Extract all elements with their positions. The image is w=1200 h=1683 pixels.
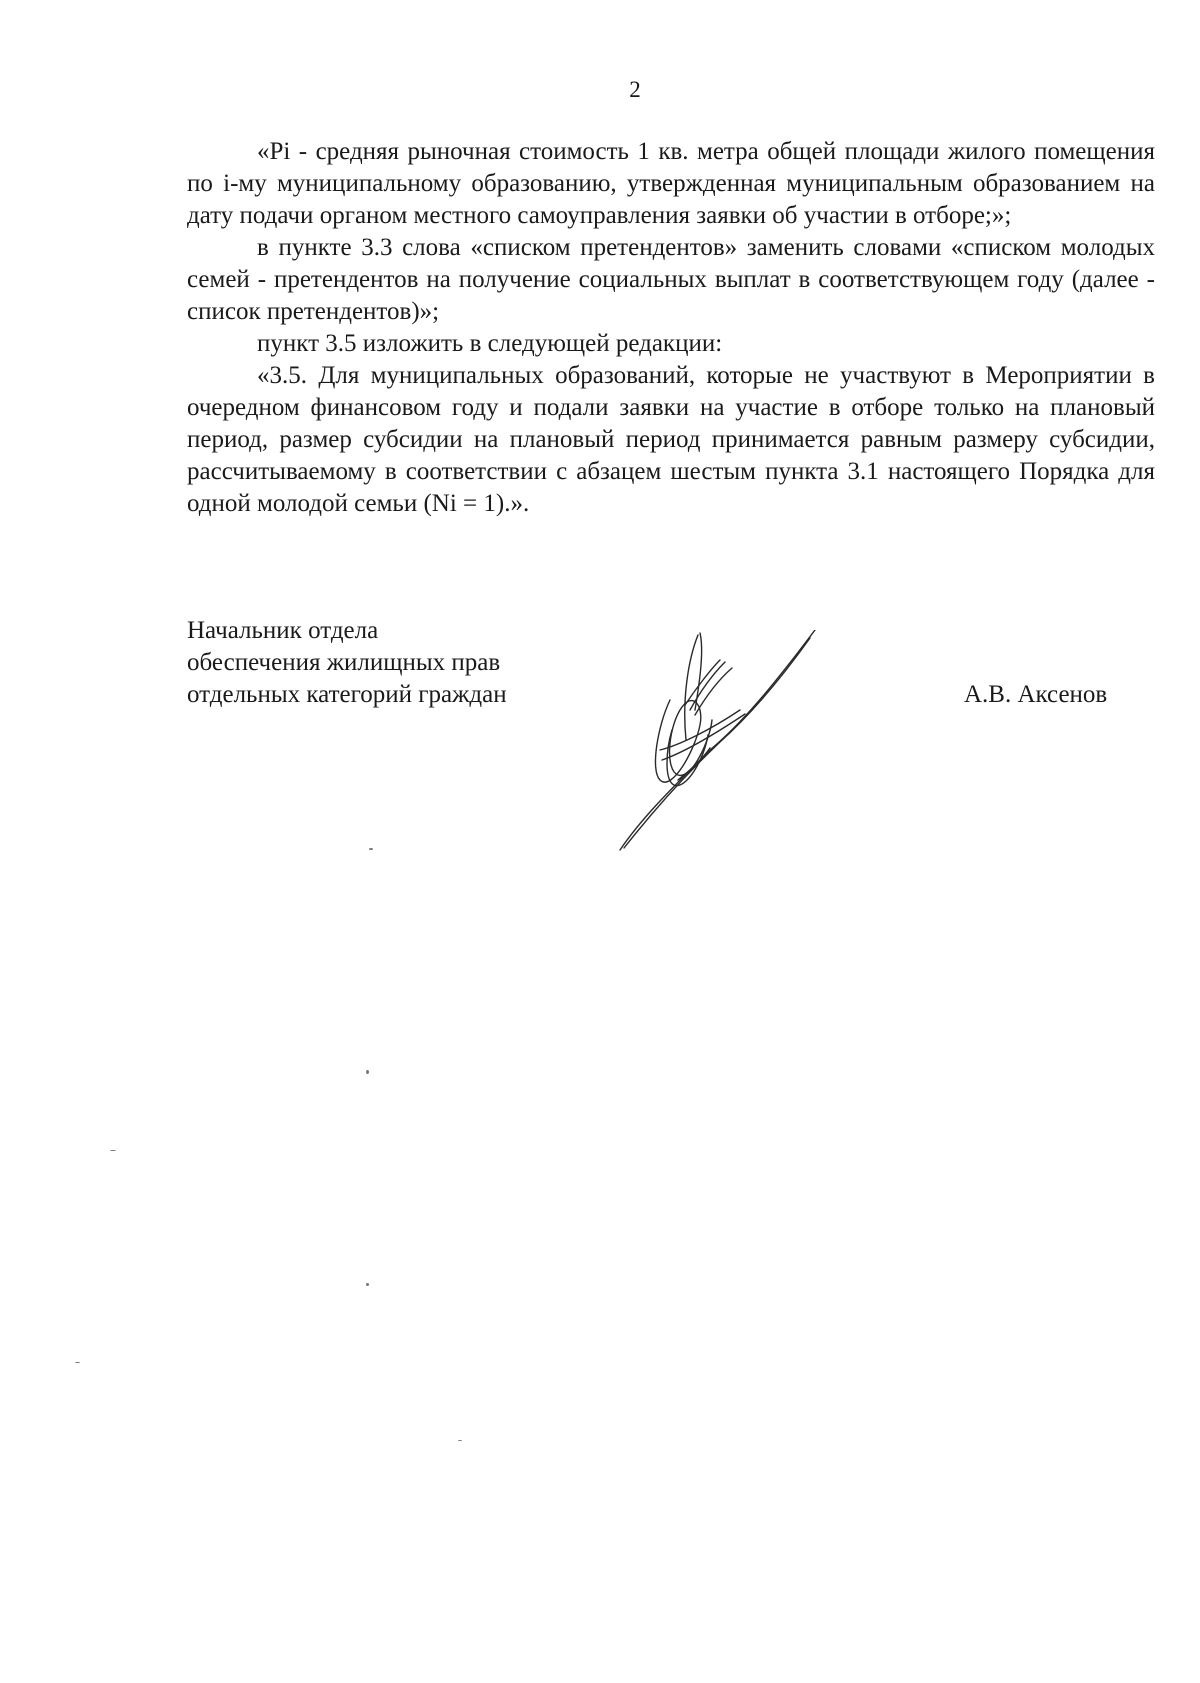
signer-position-line-1: Начальник отдела	[187, 617, 379, 644]
signer-position-line-2: обеспечения жилищных прав	[187, 649, 501, 676]
handwritten-signature-icon	[600, 630, 840, 860]
paragraph-point-3-5-text: «3.5. Для муниципальных образований, которые не участвуют в Мероприятии в очередном финансовом году и подали заявки на участие в отборе только на плановый период, размер субсидии на плановый период принимается равным размеру субсидии, рассчитываемому в соответствии с абзацем шестым пункта 3.1 настоящего Порядка для одной молодой семьи (Ni = 1).».	[187, 362, 1155, 517]
page-number: 2	[629, 77, 641, 102]
scan-speck	[369, 848, 373, 850]
document-body	[187, 136, 1155, 520]
scan-speck	[110, 1150, 116, 1151]
signer-position	[187, 615, 587, 711]
paragraph-pi-definition: «Pi - средняя рыночная стоимость 1 кв. метра общей площади жилого помещения по i-му муниципальному образованию, утвержденная муниципальным образованием на дату подачи органом местного самоуправления заявки об участии в отборе;»;	[187, 138, 1155, 229]
signer-position-line-3: отдельных категорий граждан	[187, 681, 507, 708]
signer-name: А.В. Аксенов	[964, 681, 1108, 708]
paragraph-point-3-5-intro: пункт 3.5 изложить в следующей редакции:	[257, 330, 723, 357]
scan-speck	[366, 1070, 369, 1074]
scan-speck	[458, 1440, 462, 1441]
scan-speck	[366, 1283, 369, 1286]
paragraph-point-3-3: в пункте 3.3 слова «списком претендентов» заменить словами «списком молодых семей - претендентов на получение социальных выплат в соответствующем году (далее - список претендентов)»;	[187, 234, 1155, 325]
scan-speck	[75, 1362, 80, 1363]
